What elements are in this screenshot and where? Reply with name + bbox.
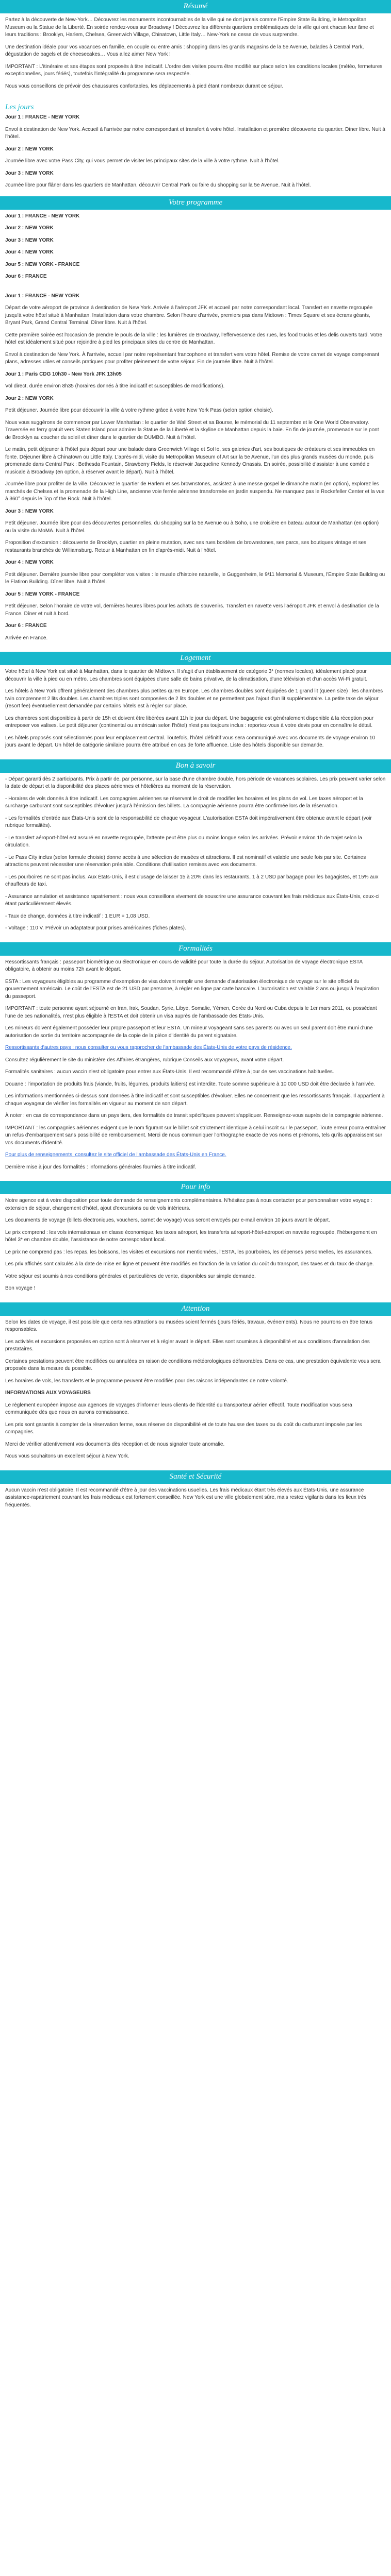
section-programme	[0, 196, 391, 652]
formalites-paragraph: Consultez régulièrement le site du ministère des Affaires étrangères, rubrique Conseils aux voyageurs, avant votre départ.	[5, 1057, 284, 1063]
sante-heading: Santé et Sécurité	[0, 1470, 391, 1484]
programme-text: Journée libre pour profiter de la ville. Découvrez le quartier de Harlem et ses brownstones, assistez à une messe gospel le dimanche matin (en option), explorez les marchés de Chelsea et la promenade de la High Line, ancienne voie ferrée aérienne transformée en jardin suspendu. Ne manquez pas le Rockefeller Center et la vue à 360° depuis le Top of the Rock. Nuit à l'hôtel.	[5, 481, 385, 502]
bon-a-savoir-item: - Horaires de vols donnés à titre indicatif. Les compagnies aériennes se réservent le droit de modifier les horaires et les plans de vol. Les taxes aéroport et la surcharge carburant sont susceptibles d'évoluer jusqu'à l'émission des billets. La compagnie aérienne pourra être confirmée lors de la réservation.	[5, 795, 363, 809]
programme-day-title: Jour 3 : NEW YORK	[5, 508, 54, 514]
resume-paragraph: IMPORTANT : L'itinéraire et ses étapes sont proposés à titre indicatif. L'ordre des visites pourra être modifié sur place selon les conditions locales (météo, fermetures exceptionnelles, jours fériés), toutefois l'intégralité du programme sera respectée.	[5, 63, 383, 77]
day-label: Jour 3 : NEW YORK	[5, 170, 54, 176]
formalites-paragraph: Les informations mentionnées ci-dessus sont données à titre indicatif et sont susceptibles d'évoluer. Elles ne concernent que les ressortissants français. Il appartient à chaque voyageur de vérifier les formalités en vigueur au moment de son départ.	[5, 1093, 385, 1107]
formalites-link[interactable]: Ressortissants d'autres pays : nous consulter ou vous rapprocher de l'ambassade des États-Unis de votre pays de résidence.	[5, 1045, 292, 1050]
attention-paragraph: Certaines prestations peuvent être modifiées ou annulées en raison de conditions météorologiques défavorables. Dans ce cas, une prestation équivalente vous sera proposée dans la mesure du possible.	[5, 1358, 381, 1371]
attention-heading: Attention	[0, 1302, 391, 1316]
formalites-paragraph: Les mineurs doivent également posséder leur propre passeport et leur ESTA. Un mineur voyageant sans ses parents ou avec un seul parent doit être muni d'une autorisation de sortie du territoire accompagnée de la copie de la pièce d'identité du parent signataire.	[5, 1025, 373, 1039]
section-resume	[0, 0, 391, 100]
logement-paragraph: Votre hôtel à New York est situé à Manhattan, dans le quartier de Midtown. Il s'agit d'un établissement de catégorie 3* (normes locales), idéalement placé pour découvrir la ville à pied ou en métro. Les chambres sont équipées d'une salle de bains privative, de la climatisation, d'une télévision et d'un accès Wi-Fi gratuit.	[5, 669, 368, 682]
logement-paragraph: Les hôtels à New York offrent généralement des chambres plus petites qu'en Europe. Les chambres doubles sont équipées de 1 grand lit (queen size) ; les chambres twin comprennent 2 lits doubles. Les chambres triples sont composées de 2 lits doubles et ne permettent pas l'ajout d'un lit supplémentaire. La petite taxe de séjour (resort fee) éventuellement demandée par certains hôtels est à régler sur place.	[5, 688, 383, 709]
bon-a-savoir-item: - Assurance annulation et assistance rapatriement : nous vous conseillons vivement de souscrire une assurance couvrant les frais médicaux aux États-Unis, ceux-ci étant particulièrement élevés.	[5, 893, 380, 907]
formalites-heading: Formalités	[0, 942, 391, 956]
flight-line: Vol direct, durée environ 8h35 (horaires donnés à titre indicatif et susceptibles de modifications).	[5, 383, 225, 389]
section-sante	[0, 1470, 391, 1519]
attention-paragraph: Les horaires de vols, les transferts et le programme peuvent être modifiés pour des raisons indépendantes de notre volonté.	[5, 1378, 288, 1384]
days-heading: Les jours	[5, 103, 34, 111]
day-text: Journée libre avec votre Pass City, qui vous permet de visiter les principaux sites de la ville à votre rythme. Nuit à l'hôtel.	[5, 158, 280, 164]
bon-a-savoir-item: - Taux de change, données à titre indicatif : 1 EUR = 1,08 USD.	[5, 913, 150, 919]
bon-a-savoir-item: - Départ garanti dès 2 participants. Prix à partir de, par personne, sur la base d'une chambre double, hors période de vacances scolaires. Les prix peuvent varier selon la date de départ et la disponibilité des places aériennes et hôtelières au moment de la réservation.	[5, 776, 386, 789]
programme-heading: Votre programme	[0, 196, 391, 210]
programme-day-index: Jour 3 : NEW YORK	[5, 237, 54, 243]
pour-info-paragraph: Le prix ne comprend pas : les repas, les boissons, les visites et excursions non mentionnées, l'ESTA, les pourboires, les dépenses personnelles, les assurances.	[5, 1249, 373, 1255]
bon-a-savoir-heading: Bon à savoir	[0, 759, 391, 773]
formalites-paragraph: Ressortissants français : passeport biométrique ou électronique en cours de validité pour toute la durée du séjour. Autorisation de voyage électronique ESTA obligatoire, à obtenir au moins 72h avant le départ.	[5, 959, 363, 972]
pour-info-heading: Pour info	[0, 1181, 391, 1194]
attention-paragraph: Nous vous souhaitons un excellent séjour à New York.	[5, 1453, 129, 1459]
day-label: Jour 1 : FRANCE - NEW YORK	[5, 114, 80, 120]
section-attention	[0, 1302, 391, 1470]
formalites-paragraph: IMPORTANT : les compagnies aériennes exigent que le nom figurant sur le billet soit strictement identique à celui inscrit sur le passeport. Toute erreur pourra entraîner un refus d'embarquement sans possibilité de remboursement. Merci de nous communiquer l'orthographe exacte de vos noms et prénoms, tels qu'ils apparaissent sur vos documents d'identité.	[5, 1125, 386, 1146]
programme-text: Petit déjeuner. Dernière journée libre pour compléter vos visites : le musée d'histoire naturelle, le Guggenheim, le 9/11 Memorial & Museum, l'Empire State Building ou le Flatiron Building. Dîner libre. Nuit à l'hôtel.	[5, 571, 385, 585]
attention-paragraph: Le règlement européen impose aux agences de voyages d'informer leurs clients de l'identité du transporteur aérien effectif. Toute modification vous sera communiquée dès que nous en aurons connaissance.	[5, 1402, 352, 1415]
programme-text: Départ de votre aéroport de province à destination de New York. Arrivée à l'aéroport JFK et accueil par notre correspondant local. Transfert en navette regroupée jusqu'à votre hôtel situé à Manhattan. Installation dans votre chambre. Selon l'heure d'arrivée, premiers pas dans Midtown : Times Square et ses écrans géants, Bryant Park, Grand Central Terminal. Dîner libre. Nuit à l'hôtel.	[5, 305, 373, 326]
resume-heading: Résumé	[0, 0, 391, 13]
programme-text: Cette première soirée est l'occasion de prendre le pouls de la ville : les lumières de Broadway, l'effervescence des rues, les food trucks et les delis ouverts tard. Votre hôtel est idéalement situé pour rejoindre à pied les principaux sites du centre de Manhattan.	[5, 332, 383, 345]
resume-paragraph: Une destination idéale pour vos vacances en famille, en couple ou entre amis : shopping dans les grands magasins de la 5e Avenue, balades à Central Park, dégustation de bagels et de cheesecakes… Vous allez aimer New York !	[5, 44, 364, 57]
section-bon-a-savoir	[0, 759, 391, 942]
programme-day-title: Jour 4 : NEW YORK	[5, 560, 54, 565]
bon-a-savoir-item: - Voltage : 110 V. Prévoir un adaptateur pour prises américaines (fiches plates).	[5, 925, 186, 931]
pour-info-paragraph: Votre séjour est soumis à nos conditions générales et particulières de vente, disponibles sur simple demande.	[5, 1273, 256, 1279]
programme-text: Petit déjeuner. Journée libre pour des découvertes personnelles, du shopping sur la 5e Avenue ou à Soho, une croisière en bateau autour de Manhattan (en option) ou la visite du MoMA. Nuit à l'hôtel.	[5, 520, 379, 534]
flight-title: Jour 1 : Paris CDG 10h30 - New York JFK 13h05	[5, 371, 122, 377]
attention-subheading: INFORMATIONS AUX VOYAGEURS	[5, 1390, 91, 1396]
bon-a-savoir-item: - Le Pass City inclus (selon formule choisie) donne accès à une sélection de musées et attractions. Il est nominatif et valable une seule fois par site. Certaines attractions peuvent nécessiter une réservation préalable. Conditions d'utilisation remises avec vos documents.	[5, 854, 366, 868]
section-logement	[0, 652, 391, 759]
programme-text: Petit déjeuner. Journée libre pour découvrir la ville à votre rythme grâce à votre New York Pass (selon option choisie).	[5, 408, 273, 413]
programme-day-title: Jour 2 : NEW YORK	[5, 395, 54, 401]
resume-paragraph: Nous vous conseillons de prévoir des chaussures confortables, les déplacements à pied étant nombreux durant ce séjour.	[5, 83, 284, 89]
logement-paragraph: Les hôtels proposés sont sélectionnés pour leur emplacement central. Toutefois, l'hôtel définitif vous sera communiqué avec vos documents de voyage environ 10 jours avant le départ. Un hôtel de catégorie similaire pourra être attribué en cas de forte affluence. Liste des hôtels disponible sur demande.	[5, 735, 376, 748]
pour-info-paragraph: Les prix affichés sont calculés à la date de mise en ligne et peuvent être modifiés en fonction de la variation du coût du transport, des taxes et du taux de change.	[5, 1261, 374, 1267]
programme-day-index: Jour 1 : FRANCE - NEW YORK	[5, 213, 80, 219]
logement-heading: Logement	[0, 652, 391, 665]
formalites-paragraph: Formalités sanitaires : aucun vaccin n'est obligatoire pour entrer aux États-Unis. Il est recommandé d'être à jour de ses vaccinations habituelles.	[5, 1069, 334, 1075]
programme-text: Proposition d'excursion : découverte de Brooklyn, quartier en pleine mutation, avec ses rues bordées de brownstones, ses parcs, ses boutiques vintage et ses restaurants branchés de Williamsburg. Retour à Manhattan en fin d'après-midi. Nuit à l'hôtel.	[5, 540, 367, 553]
programme-day-title: Jour 6 : FRANCE	[5, 623, 47, 629]
programme-day-index: Jour 5 : NEW YORK - FRANCE	[5, 261, 80, 267]
day-text: Envol à destination de New York. Accueil à l'arrivée par notre correspondant et transfert à votre hôtel. Installation et première découverte du quartier. Dîner libre. Nuit à l'hôtel.	[5, 126, 385, 140]
section-days	[0, 100, 391, 196]
bon-a-savoir-item: - Les formalités d'entrée aux États-Unis sont de la responsabilité de chaque voyageur. L'autorisation ESTA doit impérativement être obtenue avant le départ (voir rubrique formalités).	[5, 815, 372, 828]
programme-day-index: Jour 4 : NEW YORK	[5, 249, 54, 255]
day-text: Journée libre pour flâner dans les quartiers de Manhattan, découvrir Central Park ou faire du shopping sur la 5e Avenue. Nuit à l'hôtel.	[5, 182, 311, 188]
programme-day-index: Jour 6 : FRANCE	[5, 274, 47, 279]
pour-info-paragraph: Bon voyage !	[5, 1285, 36, 1291]
bon-a-savoir-item: - Les pourboires ne sont pas inclus. Aux États-Unis, il est d'usage de laisser 15 à 20% dans les restaurants, 1 à 2 USD par bagage pour les bagagistes, et 15% aux chauffeurs de taxi.	[5, 874, 379, 887]
formalites-paragraph: ESTA : Les voyageurs éligibles au programme d'exemption de visa doivent remplir une demande d'autorisation électronique de voyage sur le site officiel du gouvernement américain. Le coût de l'ESTA est de 21 USD par personne, à régler en ligne par carte bancaire. L'autorisation est valable 2 ans ou jusqu'à l'expiration du passeport.	[5, 978, 380, 999]
programme-day-title: Jour 5 : NEW YORK - FRANCE	[5, 591, 80, 597]
attention-paragraph: Selon les dates de voyage, il est possible que certaines attractions ou musées soient fermés (jours fériés, travaux, événements). Nous ne pourrons en être tenus responsables.	[5, 1319, 373, 1332]
bon-a-savoir-item: - Le transfert aéroport-hôtel est assuré en navette regroupée, l'attente peut être plus ou moins longue selon les arrivées. Prévoir environ 1h de trajet selon la circulation.	[5, 835, 362, 848]
programme-text: Envol à destination de New York. À l'arrivée, accueil par notre représentant francophone et transfert vers votre hôtel. Remise de votre carnet de voyage comprenant plans, adresses utiles et conseils pratiques pour profiter pleinement de votre séjour. Fin de journée libre. Nuit à l'hôtel.	[5, 351, 380, 365]
programme-text: Arrivée en France.	[5, 635, 48, 641]
pour-info-paragraph: Les documents de voyage (billets électroniques, vouchers, carnet de voyage) vous seront envoyés par e-mail environ 10 jours avant le départ.	[5, 1217, 330, 1223]
sante-paragraph: Aucun vaccin n'est obligatoire. Il est recommandé d'être à jour des vaccinations usuelles. Les frais médicaux étant très élevés aux États-Unis, une assurance assistance-rapatriement couvrant les frais médicaux est fortement conseillée. New York est une ville globalement sûre, mais restez vigilants dans les lieux très fréquentés.	[5, 1487, 367, 1508]
attention-paragraph: Les prix sont garantis à compter de la réservation ferme, sous réserve de disponibilité et de toute hausse des taxes ou du coût du carburant imposée par les compagnies.	[5, 1421, 362, 1435]
programme-text: Le matin, petit déjeuner à l'hôtel puis départ pour une balade dans Greenwich Village et SoHo, ses galeries d'art, ses boutiques de créateurs et ses immeubles en fonte. Déjeuner libre à Chinatown ou Little Italy. L'après-midi, visite du Metropolitan Museum of Art sur la 5e Avenue, l'un des plus grands musées du monde, puis promenade dans Central Park : Bethesda Fountain, Strawberry Fields, le réservoir Jacqueline Kennedy Onassis. En soirée, possibilité d'assister à une comédie musicale à Broadway (en option, à réserver avant le départ). Nuit à l'hôtel.	[5, 447, 375, 475]
day-label: Jour 2 : NEW YORK	[5, 146, 54, 152]
formalites-paragraph: Dernière mise à jour des formalités : informations générales fournies à titre indicatif.	[5, 1164, 197, 1170]
attention-paragraph: Merci de vérifier attentivement vos documents dès réception et de nous signaler toute anomalie.	[5, 1441, 225, 1447]
formalites-paragraph: Douane : l'importation de produits frais (viande, fruits, légumes, produits laitiers) est interdite. Toute somme supérieure à 10 000 USD doit être déclarée à l'arrivée.	[5, 1081, 376, 1087]
resume-paragraph: Partez à la découverte de New-York… Découvrez les monuments incontournables de la ville qui ne dort jamais comme l'Empire State Building, le Metropolitan Museum ou la Statue de la Liberté. En soirée rendez-vous sur Broadway ! Découvrez les différents quartiers emblématiques de la ville qui ont chacun leur âme et leurs traditions : Brooklyn, Harlem, Chelsea, Greenwich Village, Chinatown, Little Italy… New-York ne cesse de vous surprendre.	[5, 17, 374, 38]
attention-paragraph: Les activités et excursions proposées en option sont à réserver et à régler avant le départ. Elles sont soumises à disponibilité et aux conditions d'annulation des prestataires.	[5, 1338, 370, 1352]
formalites-link[interactable]: Pour plus de renseignements, consultez le site officiel de l'ambassade des États-Unis en France.	[5, 1152, 226, 1158]
section-formalites	[0, 942, 391, 1181]
programme-day-title: Jour 1 : FRANCE - NEW YORK	[5, 293, 80, 299]
pour-info-paragraph: Le prix comprend : les vols internationaux en classe économique, les taxes aéroport, les transferts aéroport-hôtel-aéroport en navette regroupée, l'hébergement en hôtel 3* en chambre double, l'assistance de notre correspondant local.	[5, 1229, 377, 1243]
programme-text: Nous vous suggérons de commencer par Lower Manhattan : le quartier de Wall Street et sa Bourse, le mémorial du 11 septembre et le One World Observatory. Traversée en ferry gratuit vers Staten Island pour admirer la Statue de la Liberté et la skyline de Manhattan depuis la baie. En fin de journée, promenade sur le pont de Brooklyn au coucher du soleil et dîner dans le quartier de DUMBO. Nuit à l'hôtel.	[5, 419, 379, 440]
formalites-paragraph: IMPORTANT : toute personne ayant séjourné en Iran, Irak, Soudan, Syrie, Libye, Somalie, Yémen, Corée du Nord ou Cuba depuis le 1er mars 2011, ou possédant l'une de ces nationalités, n'est plus éligible à l'ESTA et doit obtenir un visa auprès de l'ambassade des États-Unis.	[5, 1006, 377, 1019]
programme-text: Petit déjeuner. Selon l'horaire de votre vol, dernières heures libres pour les achats de souvenirs. Transfert en navette vers l'aéroport JFK et envol à destination de la France. Dîner et nuit à bord.	[5, 603, 379, 617]
logement-paragraph: Les chambres sont disponibles à partir de 15h et doivent être libérées avant 11h le jour du départ. Une bagagerie est généralement disponible à la réception pour entreposer vos valises. Le petit déjeuner (continental ou américain selon l'hôtel) n'est pas toujours inclus : reportez-vous à votre devis pour en connaître le détail.	[5, 715, 374, 728]
pour-info-paragraph: Notre agence est à votre disposition pour toute demande de renseignements complémentaires. N'hésitez pas à nous contacter pour personnaliser votre voyage : extension de séjour, changement d'hôtel, ajout d'excursions ou de vols intérieurs.	[5, 1198, 372, 1211]
programme-day-index: Jour 2 : NEW YORK	[5, 225, 54, 231]
formalites-paragraph: À noter : en cas de correspondance dans un pays tiers, des formalités de transit spécifiques peuvent s'appliquer. Renseignez-vous auprès de la compagnie aérienne.	[5, 1113, 383, 1118]
section-pour-info	[0, 1181, 391, 1302]
